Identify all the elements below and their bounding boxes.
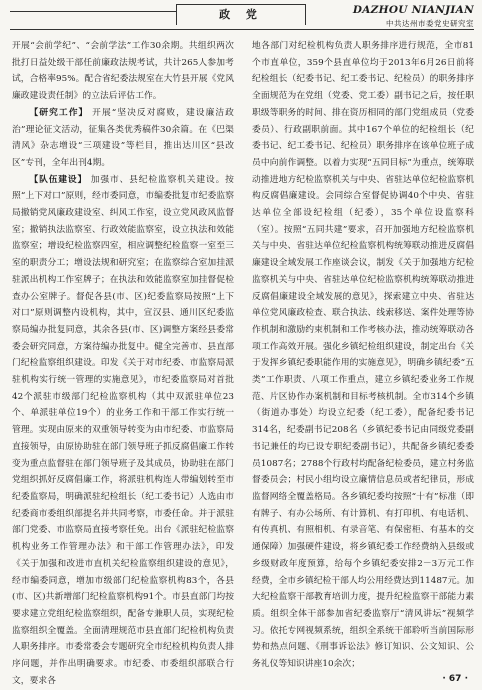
paragraph-research	[12, 105, 234, 172]
journal-title: DAZHOU NIANJIAN	[352, 4, 474, 16]
paragraph-continued: 开展“会前学纪”、“会前学法”工作30余期。共组织两次批打日益处级干部任前廉政法规考试，共计265人参加考试，合格率95%。配合省纪委法规室在大竹县开展《党风廉政建设责任制》的立法后评估工作。	[12, 41, 234, 102]
page-number: · 67 ·	[442, 674, 468, 684]
paragraph-right-body: 地各部门对纪检机构负责人职务排序进行规范，全市81个市直单位，359个县直单位均于2013年6月26日前将纪检组长（纪委书记、纪工委书记、纪检员）的职务排序全面规范为在党组（党委、党工委）副书记之后，按任职职级等职务的时间、排在资历相同的部门党组成员（党委委员）、行政副职前面。其中167个单位的纪检组长（纪委书记、纪工委书记、纪检员）职务排序在该单位班子成员中向前作调整。以着力实现“五同目标”为重点，统筹联动推进地方纪检监察机关与中央、省驻达单位纪检监察机构反腐倡廉建设。会同综合室督促协调40个中央、省驻达单位全部设纪检组（纪委），35个单位设监察科（室）。按照“五同共建”要求，召开加强地方纪检监察机关与中央、省驻达单位纪检监察机构统筹联动推进反腐倡廉建设全域发展工作座谈会议，制发《关于加强地方纪检监察机关与中央、省驻达单位纪检监察机构统筹联动推进反腐倡廉建设全域发展的意见》，探索建立中央、省驻达单位党风廉政检查、联合执法、线索移送、案件处理等协作机制和激励约束机制和工作考核办法，推动统筹联动各项工作高效开展。强化乡镇纪检组织建设，制定出台《关于发挥乡镇纪委职能作用的实施意见》，明确乡镇纪委“五类”工作职责、八项工作重点，建立乡镇纪委业务工作规范、片区协作办案机制和目标考核机制。全市314个乡镇（街道办事处）均设立纪委（纪工委），配备纪委书记314名，纪委副书记208名（乡镇纪委书记由同级党委副书记兼任的均已设专职纪委副书记），共配备乡镇纪委委员1087名；2788个行政村均配备纪检委员，建立村务监督委员会；村民小组均设立廉情信息员或者纪律员，形成监督网络全覆盖格局。各乡镇纪委均按照“十有”标准（即有牌子、有办公场所、有计算机、有打印机、有电话机、有传真机、有照相机、有录音笔、有保密柜、有基本的交通保障）加强硬件建设，将乡镇纪委工作经费纳入县级或乡级财政年度预算，给每个乡镇纪委安排2－3万元工作经费，全市乡镇纪检干部人均公用经费达到11487元。加大纪检监察干部教育培训力度，提升纪检监察干部能力素质。组织全体干部参加省纪委监察厅“清风讲坛”视频学习。依托专网视频系统，组织全系统干部聆听当前国际形势和热点问题、《刑事诉讼法》修订知识、公文知识、公务礼仪等知识讲座10余次；	[252, 41, 474, 670]
right-column	[252, 38, 474, 670]
section-title: 政 党	[176, 4, 306, 25]
paragraph-research-text: 开展“坚决反对腐败，建设廉洁政治”理论征文活动，征集各类优秀稿件30余篇。在《巴渠清风》杂志增设“三项建设”等栏目，推出达川区“县改区”专刊，全年出刊4期。	[12, 107, 234, 168]
left-column	[12, 38, 234, 686]
publisher-line: 中共达州市委党史研究室	[386, 19, 474, 28]
running-header	[10, 4, 474, 30]
header-rule-bottom	[10, 29, 474, 30]
section-tag-team: 【队伍建设】	[29, 174, 88, 185]
paragraph-team-text: 加强市、县纪检监察机关建设。按照“上下对口”原则，经市委同意，市编委批复市纪委监察局撤销党风廉政建设室、纠风工作室，设立党风政风监督室；撤销执法监察室、行政效能监察室，设立执法和效能监察室；增设纪检监察四室，相应调整纪检监察一室至三室的职责分工；增设法规和研究室；在监察综合室加挂派驻派出机构工作室牌子；在执法和效能监察室加挂督促检查办公室牌子。督促各县(市、区)纪委监察局按照“上下对口”原则调整内设机构，其中，宣汉县、通川区纪委监察局编办批复同意，其余各县(市、区)调整方案经县委常委会研究同意，方案待编办批复中。健全完善市、县直部门纪检监察组织建设。印发《关于对市纪委、市监察局派驻机构实行统一管理的实施意见》，市纪委监察局对首批42个派驻市级部门纪检监察机构（其中双派驻单位23个、单派驻单位19个）的业务工作和干部工作实行统一管理。实现由原来的双重领导转变为由市纪委、市监察局直接领导，由原协助驻在部门领导班子抓反腐倡廉工作转变为重点监督驻在部门领导班子及其成员，协助驻在部门党组织抓好反腐倡廉工作，将派驻机构连人带编划转至市纪委监察局，明确派驻纪检组长（纪工委书记）人选由市纪委商市委组织部提名并共同考察，市委任命。并于派驻部门党委、市监察局直接考察任免。出台《派驻纪检监察机构业务工作管理办法》和干部工作管理办法》，印发《关于加强和改进市直机关纪检监察组织建设的意见》，经市编委同意，增加市级部门纪检监察机构83个，各县(市、区)共新增部门纪检监察机构91个。市县直部门均按要求建立党组纪检监察组织，配备专兼职人员，实现纪检监察组织全覆盖。全面清理规范市县直部门纪检机构负责人职务排序。市委常委会专题研究全市纪检机构负责人排序问题，并作出明确要求。市纪委、市委组织部联合行文，要求各	[12, 174, 234, 686]
header-rule-left	[10, 11, 176, 12]
paragraph-team-building	[12, 172, 234, 690]
section-tag-research: 【研究工作】	[29, 107, 89, 118]
